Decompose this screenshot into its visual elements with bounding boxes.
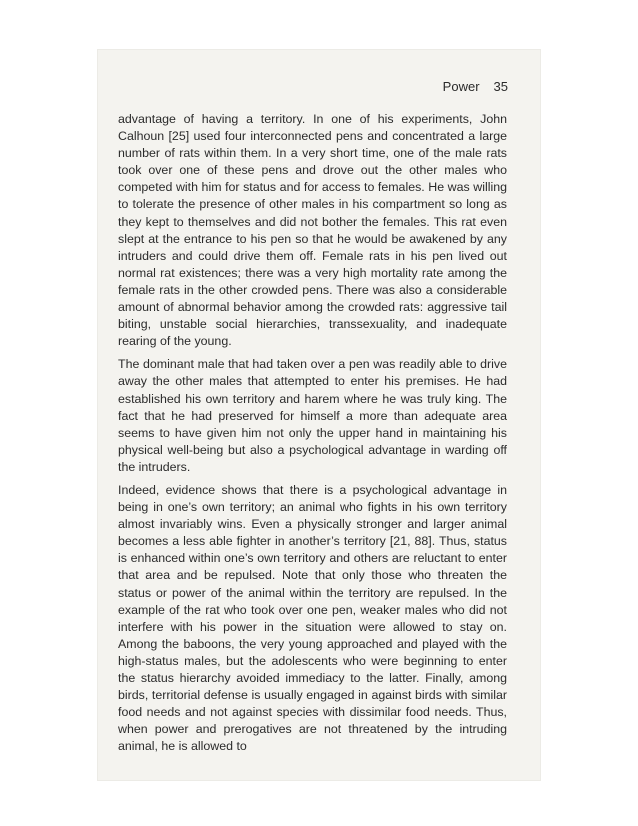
paragraph-3: Indeed, evidence shows that there is a psychological advantage in being in one’s own territory; an animal who fights in his own territory almost invariably wins. Even a physically stronger and larger animal becomes a less able fighter in another’s territory [21, 88]. Thus, status is enhanced within one’s own territory and others are reluctant to enter that area and be repulsed. Note that only those who threaten the status or power of the animal within the territory are repulsed. In the example of the rat who took over one pen, weaker males who did not interfere with his power in the situation were allowed to stay on. Among the baboons, the very young approached and played with the high-status males, but the adolescents who were beginning to enter the status hierarchy avoided immediacy to the latter. Finally, among birds, territorial defense is usually engaged in against birds with similar food needs and not against species with dissimilar food needs. Thus, when power and prerogatives are not threatened by the intruding animal, he is allowed to <box>118 482 507 754</box>
body-text <box>118 111 507 761</box>
paragraph-1: advantage of having a territory. In one of his experiments, John Calhoun [25] used four interconnected pens and concentrated a large number of rats within them. In a very short time, one of the male rats took over one of these pens and drove out the other males who competed with him for status and for access to females. He was willing to tolerate the presence of other males in his compartment so long as they kept to themselves and did not bother the females. This rat even slept at the entrance to his pen so that he would be awakened by any intruders and could drive them off. Female rats in his pen lived out normal rat existences; there was a very high mortality rate among the female rats in the other crowded pens. There was also a considerable amount of abnormal behavior among the crowded rats: aggressive tail biting, unstable social hierarchies, transsexuality, and inadequate rearing of the young. <box>118 112 507 349</box>
section-title: Power <box>442 79 480 94</box>
page-number: 35 <box>493 79 508 94</box>
paragraph-2: The dominant male that had taken over a pen was readily able to drive away the other males that attempted to enter his premises. He had established his own territory and harem where he was truly king. The fact that he had preserved for himself a more than adequate area seems to have given him not only the upper hand in maintaining his physical well-being but also a psychological advantage in warding off the intruders. <box>118 357 507 474</box>
running-header <box>443 79 508 94</box>
